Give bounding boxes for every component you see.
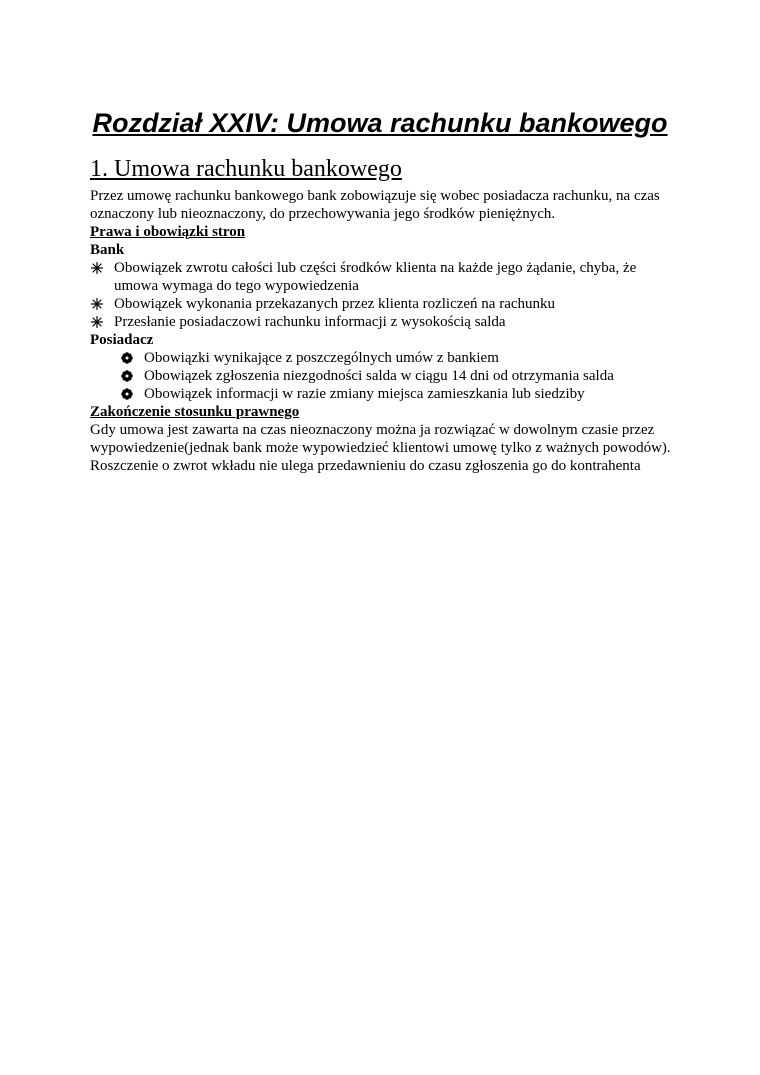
list-item-text: Obowiązek zgłoszenia niezgodności salda w ciągu 14 dni od otrzymania salda	[144, 368, 614, 384]
intro-paragraph: Przez umowę rachunku bankowego bank zobowiązuje się wobec posiadacza rachunku, na czas oznaczony lub nieoznaczony, do przechowywania jego środków pieniężnych.	[90, 188, 660, 222]
flower-bullet-icon	[121, 388, 133, 400]
list-item	[90, 367, 680, 385]
list-item	[90, 385, 680, 403]
list-item	[90, 349, 680, 367]
list-item-text: Obowiązek informacji w razie zmiany miejsca zamieszkania lub siedziby	[144, 386, 585, 402]
list-item	[90, 313, 680, 331]
flower-bullet-icon	[121, 370, 133, 382]
document-page	[90, 107, 680, 475]
termination-heading: Zakończenie stosunku prawnego	[90, 404, 300, 420]
list-item-text: Obowiązek wykonania przekazanych przez klienta rozliczeń na rachunku	[114, 296, 556, 312]
chapter-title: Rozdział XXIV: Umowa rachunku bankowego	[92, 108, 668, 138]
list-item	[90, 259, 680, 295]
list-item-text: Obowiązek zwrotu całości lub części środków klienta na każde jego żądanie, chyba, że umowa wymaga do tego wypowiedzenia	[114, 260, 637, 294]
section-heading: 1. Umowa rachunku bankowego	[90, 156, 402, 182]
holder-obligations-list	[90, 349, 680, 403]
asterisk-bullet-icon	[91, 262, 103, 274]
list-item-text: Przesłanie posiadaczowi rachunku informacji z wysokością salda	[114, 314, 506, 330]
bank-label: Bank	[90, 242, 125, 258]
termination-paragraph: Gdy umowa jest zawarta na czas nieoznaczony można ja rozwiązać w dowolnym czasie przez wypowiedzenie(jednak bank może wypowiedzieć klientowi umowę tylko z ważnych powodów). Roszczenie o zwrot wkładu nie ulega przedawnieniu do czasu zgłoszenia go do kontrahenta	[90, 422, 671, 474]
asterisk-bullet-icon	[91, 316, 103, 328]
list-item-text: Obowiązki wynikające z poszczególnych umów z bankiem	[144, 350, 499, 366]
flower-bullet-icon	[121, 352, 133, 364]
bank-obligations-list	[90, 259, 680, 331]
rights-heading: Prawa i obowiązki stron	[90, 224, 246, 240]
holder-label: Posiadacz	[90, 332, 154, 348]
asterisk-bullet-icon	[91, 298, 103, 310]
list-item	[90, 295, 680, 313]
